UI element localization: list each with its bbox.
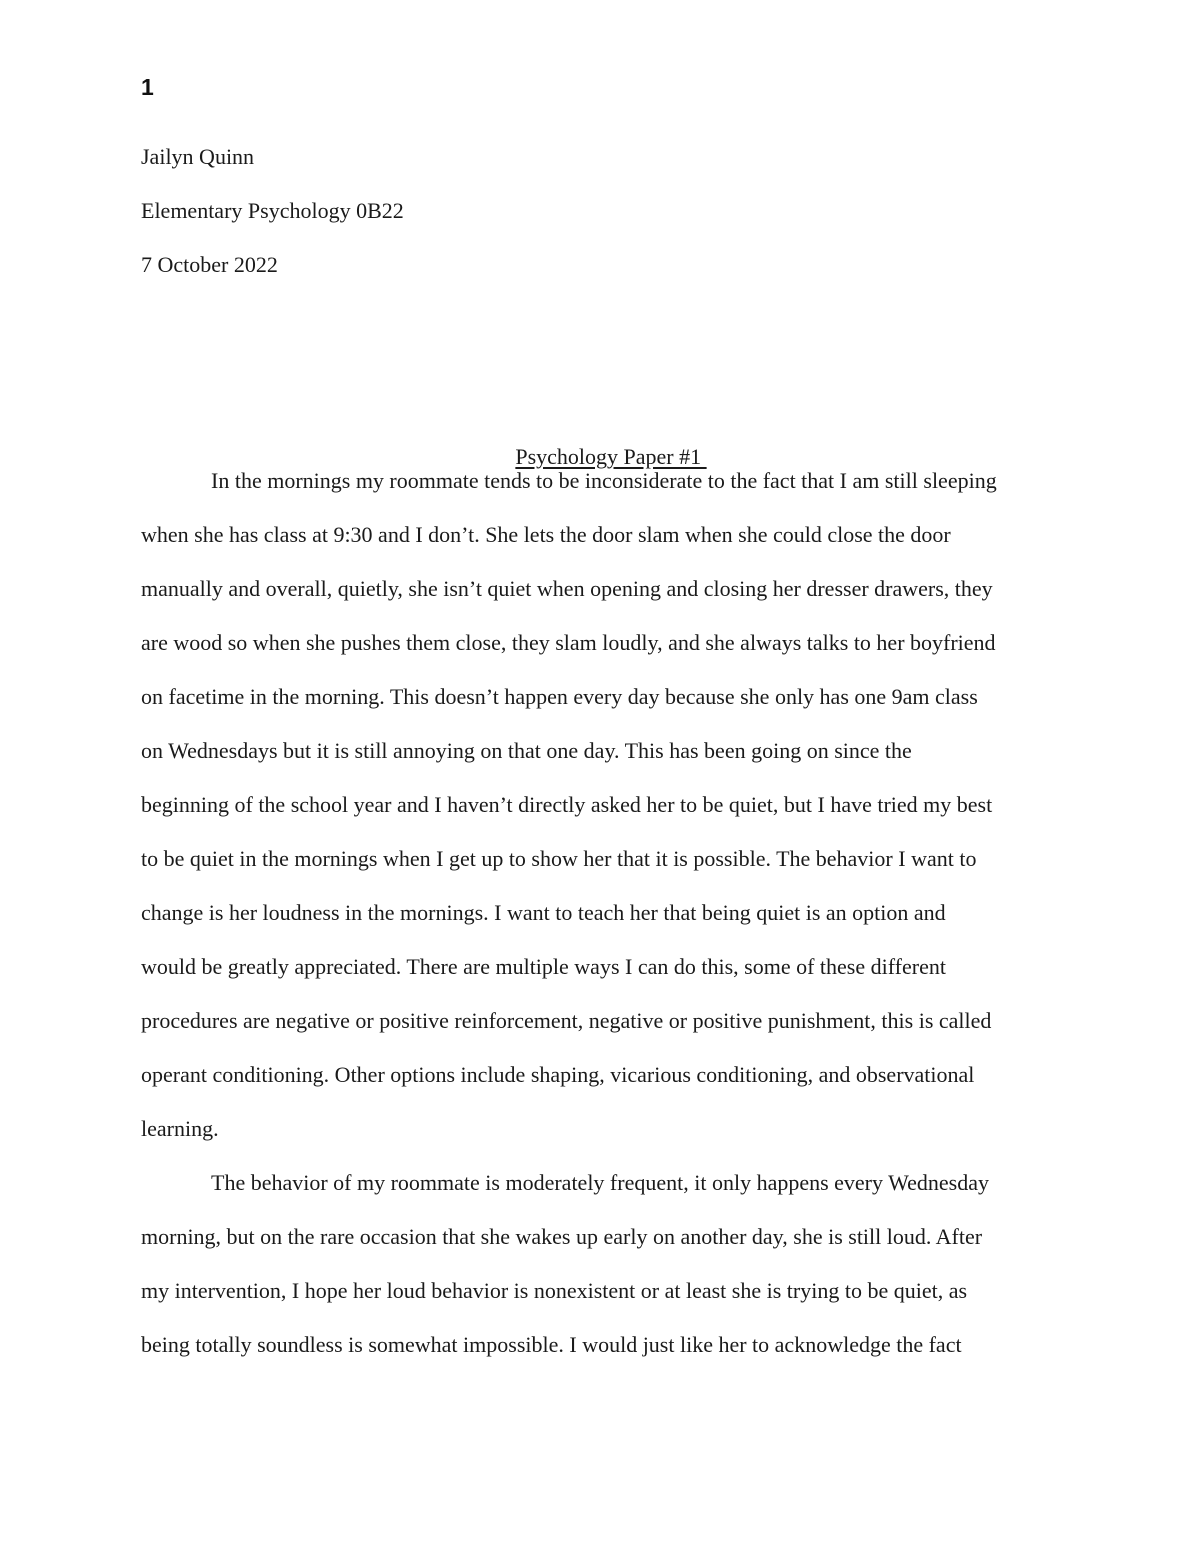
paragraph-1-line: on Wednesdays but it is still annoying on that one day. This has been going on since the [141,738,912,763]
paragraph-1-line: beginning of the school year and I haven’t directly asked her to be quiet, but I have tried my best [141,792,993,817]
paragraph-1-line: change is her loudness in the mornings. I want to teach her that being quiet is an option and [141,900,946,925]
paragraph-1-line: In the mornings my roommate tends to be inconsiderate to the fact that I am still sleeping [211,468,997,493]
paragraph-1-line: are wood so when she pushes them close, they slam loudly, and she always talks to her boyfriend [141,630,996,655]
paragraph-1-line: manually and overall, quietly, she isn’t quiet when opening and closing her dresser drawers, they [141,576,993,601]
course-name: Elementary Psychology 0B22 [141,198,404,223]
paragraph-1-line: would be greatly appreciated. There are multiple ways I can do this, some of these different [141,954,946,979]
submission-date: 7 October 2022 [141,252,278,277]
paragraph-2-line: being totally soundless is somewhat impossible. I would just like her to acknowledge the fact [141,1332,962,1357]
paper-title: Psychology Paper #1 [515,444,707,469]
paragraph-1-line: to be quiet in the mornings when I get up to show her that it is possible. The behavior I want to [141,846,977,871]
paragraph-2-line: morning, but on the rare occasion that she wakes up early on another day, she is still loud. After [141,1224,983,1249]
author-name: Jailyn Quinn [141,144,255,169]
paragraph-1-line: on facetime in the morning. This doesn’t happen every day because she only has one 9am class [141,684,978,709]
paragraph-1-line: procedures are negative or positive reinforcement, negative or positive punishment, this is called [141,1008,992,1033]
paragraph-2-line: The behavior of my roommate is moderately frequent, it only happens every Wednesday [211,1170,989,1195]
page-number: 1 [141,74,154,100]
paragraph-2-line: my intervention, I hope her loud behavior is nonexistent or at least she is trying to be quiet, as [141,1278,968,1303]
paragraph-1-line: when she has class at 9:30 and I don’t. She lets the door slam when she could close the door [141,522,951,547]
paragraph-1-line: learning. [141,1116,219,1141]
paragraph-1-line: operant conditioning. Other options include shaping, vicarious conditioning, and observational [141,1062,975,1087]
